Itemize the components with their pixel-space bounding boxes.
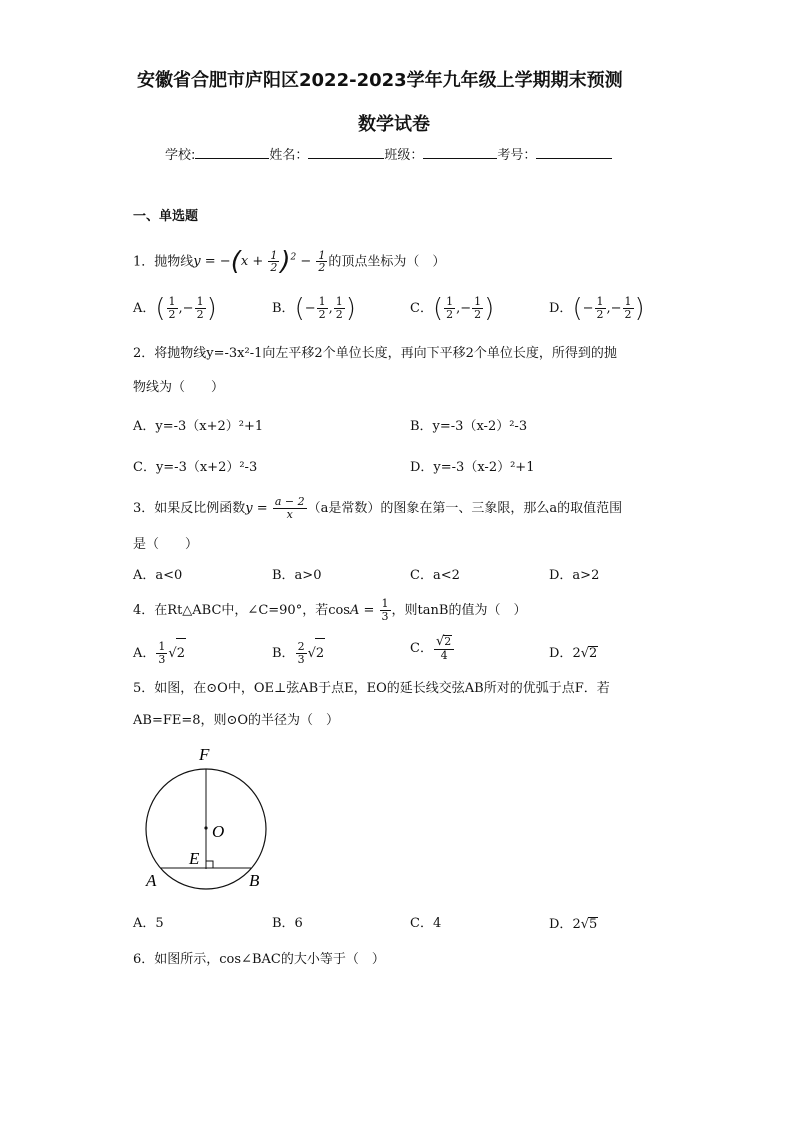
q4-text-post: ，则tanB的值为（ ）	[391, 603, 527, 618]
q2-option-a[interactable]: A．y=-3（x+2）²+1	[133, 419, 264, 434]
q3-option-a[interactable]: A．a<0	[133, 568, 183, 583]
q2-line2: 物线为（ ）	[133, 380, 225, 395]
q5-option-d[interactable]: D．2√5	[549, 917, 598, 932]
q1-option-b[interactable]: B．(− $\frac{1}{2}$ , $\frac{1}{2}$ )	[272, 293, 356, 324]
q3-line2: 是（ ）	[133, 537, 199, 552]
q4-formula: cosA = $\frac{1}{3}$	[328, 597, 389, 623]
q1-option-c[interactable]: C．( $\frac{1}{2}$ ,− $\frac{1}{2}$ )	[410, 293, 495, 324]
label-a: A	[146, 871, 157, 890]
q4-option-c[interactable]: C． $\frac{√2}{4}$	[410, 634, 455, 664]
section-heading: 一、单选题	[133, 209, 199, 224]
question-3	[133, 494, 622, 524]
class-field-label: 班级：	[384, 148, 424, 163]
q3-option-d[interactable]: D．a>2	[549, 568, 600, 583]
center-point	[204, 826, 207, 829]
q1-formula: y = −(x + $\frac{1}{2}$ )$^2$ − $\frac{1}{2}$	[193, 246, 326, 277]
label-o: O	[212, 822, 225, 841]
q4-number: 4．	[133, 603, 155, 618]
q3-option-c[interactable]: C．a<2	[410, 568, 460, 583]
paper-title-line2: 数学试卷	[358, 114, 430, 135]
right-angle-mark	[206, 861, 213, 868]
q4-option-b[interactable]: B． $\frac{2}{3}$ √2	[272, 638, 325, 669]
q2-option-d[interactable]: D．y=-3（x-2）²+1	[410, 460, 535, 475]
school-field-label: 学校:	[165, 148, 196, 163]
q3-option-b[interactable]: B．a>0	[272, 568, 322, 583]
class-field-blank[interactable]	[423, 146, 497, 159]
q3-text-post: （a是常数）的图象在第一、三象限，那么a的取值范围	[307, 501, 623, 516]
exam-number-field-label: 考号：	[497, 148, 537, 163]
q5-line1: 如图，在⊙O中，OE⊥弦AB于点E，EO的延长线交弦AB所对的优弧于点F．若	[154, 681, 610, 696]
q2-line1: 将抛物线y=-3x²-1向左平移2个单位长度，再向下平移2个单位长度，所得到的抛	[154, 346, 617, 361]
q4-option-d[interactable]: D．2√2	[549, 646, 598, 661]
label-f: F	[199, 745, 210, 764]
q5-option-b[interactable]: B．6	[272, 916, 303, 931]
q1-option-a[interactable]: A．( $\frac{1}{2}$ ,− $\frac{1}{2}$ )	[133, 293, 217, 324]
q2-option-b[interactable]: B．y=-3（x-2）²-3	[410, 419, 528, 434]
name-field-blank[interactable]	[308, 146, 384, 159]
student-info-row	[165, 146, 612, 162]
q5-circle-figure	[135, 740, 285, 895]
question-1	[133, 244, 445, 276]
name-field-label: 姓名：	[269, 148, 309, 163]
label-e: E	[189, 849, 200, 868]
q2-option-c[interactable]: C．y=-3（x+2）²-3	[133, 460, 258, 475]
q5-number: 5．	[133, 681, 155, 696]
q1-text-pre: 抛物线	[154, 254, 194, 270]
q3-text-pre: 如果反比例函数	[154, 501, 246, 516]
q4-text-pre: 在Rt△ABC中，∠C=90°，若	[154, 603, 329, 618]
question-6	[133, 953, 385, 966]
q5-option-c[interactable]: C．4	[410, 916, 442, 931]
school-field-blank[interactable]	[195, 146, 269, 159]
q6-number: 6．	[133, 952, 155, 967]
q4-option-a[interactable]: A． $\frac{1}{3}$ √2	[133, 638, 186, 669]
q1-number: 1．	[133, 254, 155, 270]
q6-text: 如图所示，cos∠BAC的大小等于（ ）	[154, 952, 385, 967]
exam-number-field-blank[interactable]	[536, 146, 612, 159]
q1-text-post: 的顶点坐标为（ ）	[328, 254, 446, 270]
q5-line2: AB=FE=8，则⊙O的半径为（ ）	[133, 713, 340, 728]
q1-option-d[interactable]: D．(− $\frac{1}{2}$ ,− $\frac{1}{2}$ )	[549, 293, 645, 324]
q3-formula: y = $\frac{a - 2}{x}$	[245, 495, 305, 521]
q2-number: 2．	[133, 346, 155, 361]
label-b: B	[249, 871, 260, 890]
q3-number: 3．	[133, 501, 155, 516]
q5-option-a[interactable]: A．5	[133, 916, 164, 931]
paper-title-line1: 安徽省合肥市庐阳区2022-2023学年九年级上学期期末预测	[137, 70, 623, 91]
question-4	[133, 597, 526, 625]
question-2	[133, 347, 617, 360]
question-5	[133, 682, 610, 695]
